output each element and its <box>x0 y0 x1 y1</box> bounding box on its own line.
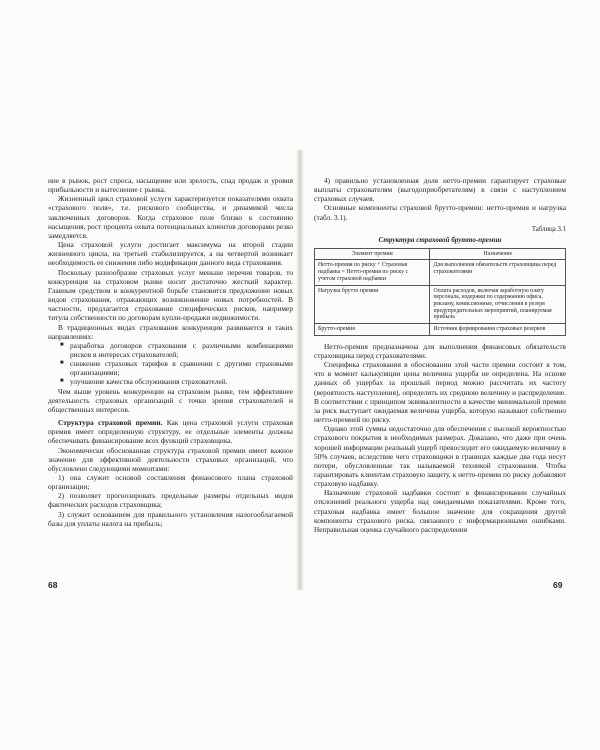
table-cell: Нагрузка брутто премии <box>315 285 430 324</box>
list-item: 4) правильно установленная доля нетто-премии гарантирует страховые выплаты страхователям (выгодоприобретателям) в связи с наступлением страховых случаев. <box>314 176 566 204</box>
left-page <box>48 176 293 528</box>
list-item: 3) служит основанием для правильного установления налогооблагаемой базы для уплаты налога на прибыль; <box>48 509 293 528</box>
left-paragraph-structure: Структура страховой премии. Как цена страховой услуги страховая премия имеет определенную структуру, ее отдельные элементы должны обеспечивать финансирование всех функций страховщика. <box>48 418 293 446</box>
book-gutter <box>296 150 304 590</box>
section-heading: Структура страховой премии. <box>58 418 163 428</box>
right-paragraph-netto: Нетто-премия предназначена для выполнения финансовых обязательств страховщика перед страхователями. <box>314 341 566 360</box>
left-paragraph-effectiveness: Чем выше уровень конкуренции на страховом рынке, тем эффективнее деятельность страховых организаций с точки зрения страхователей и общественных интересов. <box>48 386 293 414</box>
left-paragraph-economic: Экономически обоснованная структура страховой премии имеет важное значение для эффективной деятельности страховых организаций, что обусловлено следующими моментами: <box>48 445 293 473</box>
left-intro-paragraph: ние в рынок, рост спроса, насыщение или зрелость, спад продаж и уровня прибыльности и вытеснение с рынка. <box>48 176 293 195</box>
list-item: ■ разработка договоров страхования с различными комбинациями рисков в интересах страхователей; <box>60 340 293 359</box>
right-paragraph-components: Основные компоненты страховой брутто-премии: нетто-премия и нагрузка (табл. 3.1). <box>314 203 566 222</box>
left-paragraph-traditional: В традиционных видах страхования конкуренция развивается в таких направлениях: <box>48 322 293 341</box>
table-row <box>315 285 566 324</box>
bullet-icon: ■ <box>60 341 64 348</box>
list-item: 2) позволяет прогнозировать предельные размеры отдельных видов фактических расходов страховщика; <box>48 491 293 510</box>
right-paragraph-insufficient: Однако этой суммы недостаточно для обеспечения с высокой вероятностью страхового покрытия в необходимых размерах. Доказано, что даже при очень хорошей информации реальный ущерб превосходит его ожидаемую величину в 50% случаев, вследствие чего страховщики в границах каждые два года несут потери, обусловленные так называемой техникой страхования. Чтобы гарантировать клиентам страховую защиту, к нетто-премии по риску добавляют страховую надбавку. <box>314 424 566 489</box>
table-cell: Для выполнения обязательств страховщика перед страхователями <box>430 260 566 285</box>
column-header: Элемент премии <box>315 248 430 260</box>
left-paragraph-lifecycle: Жизненный цикл страховой услуги характеризуется показателями охвата «страхового поля», т.е. рискового сообщества, и динамикой числа заключенных договоров. Когда страховое поле близко к состоянию насыщения, рост процента охвата потенциальных клиентов договорами резко замедляется. <box>48 194 293 240</box>
bullet-icon: ■ <box>60 360 64 367</box>
table-number: Таблица 3.1 <box>531 225 566 233</box>
list-item: ■ улучшение качества обслуживания страхователей. <box>60 377 228 387</box>
premium-structure-table <box>314 248 566 336</box>
left-bullet-list <box>48 341 293 387</box>
left-paragraph-price: Цена страховой услуги достигает максимума на второй стадии жизненного цикла, на третьей стабилизируется, а на четвертой возникает необходимость ее снижения либо модификации данного вида страхования. <box>48 240 293 268</box>
table-cell: Оплата расходов, включая заработную плату персонала, издержки по содержанию офиса, рекламу, комиссионные, отчисления в резерв предупредительных мероприятий, планируемая прибыль <box>430 285 566 324</box>
list-item: 1) она служит основой составления финансового плана страховой организации; <box>48 473 293 492</box>
left-paragraph-competition: Поскольку разнообразие страховых услуг меньше перечня товаров, то конкуренция на страховом рынке носит достаточно жесткий характер. Главным средством в конкурентной борьбе становится предложение новых видов страхования, отражающих возникновение новых потребностей. В частности, предлагается страхование специфических рисков, например титула собственности по договорам купли-продажи недвижимости. <box>48 267 293 323</box>
column-header: Назначение <box>430 248 566 260</box>
table-cell: Источник формирования страховых резервов <box>430 324 566 336</box>
bullet-icon: ■ <box>60 378 64 385</box>
table-caption: Структура страховой брутто-премии <box>378 235 502 244</box>
right-paragraph-loading: Назначение страховой надбавки состоит в финансировании случайных отклонений реального ущерба над ожидаемыми показателями. Кроме того, страховая надбавка имеет большое значение для сокращения другой компоненты страхового риска, связанного с информационными ошибками. Неправильная оценка случайного распределения <box>314 488 566 534</box>
right-page-number: 69 <box>553 580 563 590</box>
left-page-number: 68 <box>48 580 58 590</box>
table-row <box>315 324 566 336</box>
table-cell: Нетто-премия по риску + Страховая надбавка = Нетто-премия по риску с учетом страховой надбавки <box>315 260 430 285</box>
list-item: ■ снижение страховых тарифов в сравнении с другими страховыми организациями; <box>60 359 293 378</box>
table-header-row <box>315 248 566 260</box>
table-row <box>315 260 566 285</box>
table-cell: Брутто-премия <box>315 324 430 336</box>
right-paragraph-specifics: Специфика страхования в обосновании этой части премии состоит в том, что в момент калькуляции цены величина ущерба не определена. На основе данных об ущербах за прошлый период можно рассчитать их частоту (вероятность наступления), определить их среднюю величину и распределение. В соответствии с принципом эквивалентности в качестве минимальной премии за риск выступает ожидаемая величина ущерба, которую называют собственно нетто-премией по риску. <box>314 360 566 425</box>
right-page <box>314 176 566 534</box>
